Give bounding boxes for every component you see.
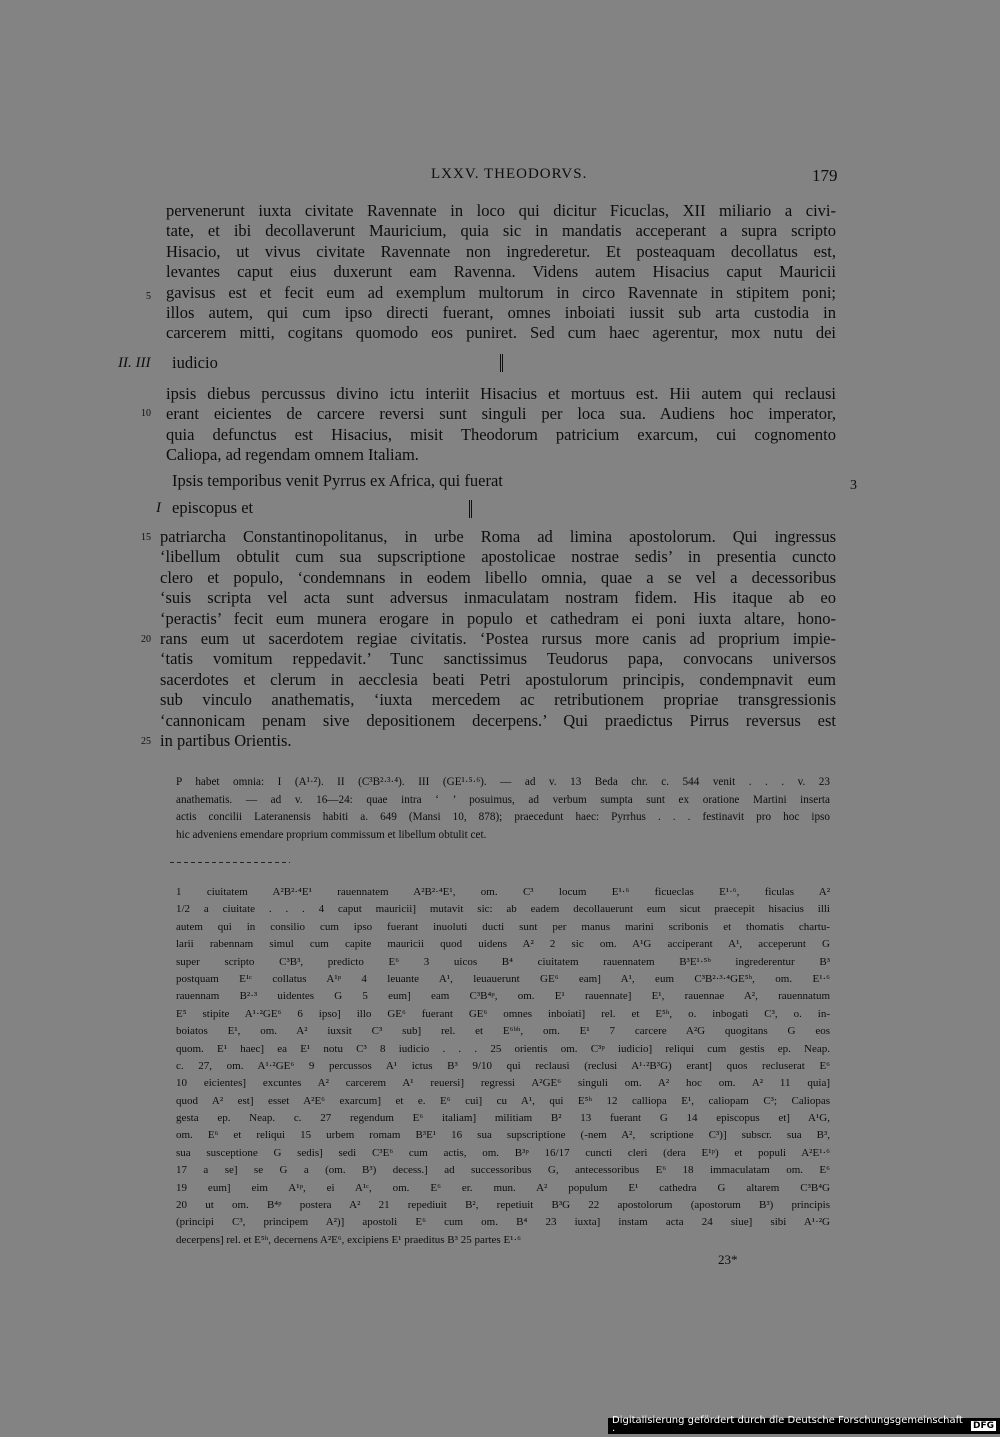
text-line: carcerem mitti, cogitans quomodo eos puniret. Sed cum haec agerentur, mox nutu dei	[166, 323, 836, 343]
manuscript-sigla: II. III	[118, 355, 151, 371]
column-divider	[500, 354, 501, 372]
main-text-block-3	[160, 527, 836, 751]
text-line: Caliopa, ad regendam omnem Italiam.	[166, 445, 419, 465]
text-line: rans eum ut sacerdotem regiae civitatis. ‘Postea rursus more canis ad proprium impie-	[160, 628, 836, 648]
signature-mark: 23*	[718, 1252, 738, 1267]
variant-text: iudicio	[172, 353, 218, 372]
margin-reference: 3	[850, 478, 857, 493]
apparatus-line: 1 ciuitatem A²B²·⁴E¹ rauennatem A²B²·⁴E¹, om. C³ locum E¹·⁶ ficueclas E¹·⁶, ficulas A²	[176, 886, 830, 898]
apparatus-line: boiatos E¹, om. A² iuxsit C³ sub] rel. et E⁶ᵇʰ, om. E¹ 7 carcere A²G quogitans G eos	[176, 1025, 830, 1038]
apparatus-line: (principi C³, principem A²)] apostoli E⁶ cum om. B⁴ 23 iuxta] instam acta 24 siue] sibi A¹·²G	[176, 1216, 830, 1229]
apparatus-line: E⁵ stipite A¹·²GE⁶ 6 ipso] illo GE⁶ fuerant GE⁶ omnes inboiati] rel. et E⁵ʰ, o. inbogati C³, o. in-	[176, 1007, 830, 1020]
editorial-note	[176, 774, 830, 844]
main-text-block-1	[166, 201, 836, 344]
note-line: hic adveniens emendare proprium commissum et libellum obtulit cet.	[176, 828, 487, 841]
variant-text: episcopus et	[172, 498, 254, 517]
line-number: 20	[141, 634, 151, 645]
text-line: patriarcha Constantinopolitanus, in urbe Roma ad limina apostolorum. Qui ingressus	[160, 527, 836, 546]
column-divider	[502, 354, 503, 372]
apparatus-line: quom. E¹ haec] ea E¹ notu C³ 8 iudicio . . . 25 orientis om. C³ᵖ iudicio] reliqui cum gestis ep. Neap.	[176, 1042, 830, 1055]
text-line: ‘libellum obtulit cum sua supscriptione apostolicae nostrae sedis’ in presentia cuncto	[160, 547, 836, 567]
text-line: in partibus Orientis.	[160, 730, 292, 750]
apparatus-line: c. 27, om. A¹·²GE⁶ 9 percussos A¹ ictus B³ 9/10 qui reclausi (reclusi A¹·²B³G) erant] quos recluserat E⁶	[176, 1059, 830, 1072]
apparatus-line: 1/2 a ciuitate . . . 4 caput mauricii] mutavit sic: ab eadem decollauerunt eum sicut praecepit hisacius illi	[176, 903, 830, 916]
apparatus-line: rauennam B²·³ uidentes G 5 eum] eam C³B⁴ᵖ, om. E¹ rauennate] E¹, rauennae A², rauennatum	[176, 990, 830, 1003]
apparatus-line: gesta ep. Neap. c. 27 regendum E⁶ italiam] militiam B² 13 fuerant G 14 episcopus et] A¹G,	[176, 1112, 830, 1125]
apparatus-line: 17 a se] se G a (om. B³) decess.] ad successoribus G, antecessoribus E⁶ 18 immaculatam om. E⁶	[176, 1164, 830, 1177]
main-text-block-2	[166, 384, 836, 466]
apparatus-line: 19 eum] eim A¹ᵖ, ei A¹ᶜ, om. E⁶ er. mun. A² populum E¹ cathedra G altarem C³B⁴G	[176, 1181, 830, 1194]
text-line: levantes caput eius duxerunt eam Ravenna. Videns autem Hisacius caput Mauricii	[166, 262, 836, 282]
line-number: 5	[146, 291, 151, 302]
text-line: Hisacio, ut vivus civitate Ravennate non ingrederetur. Et posteaquam decollatus est,	[166, 241, 836, 261]
apparatus-line: larii rabennam simul cum capite mauricii quod uidens A² 2 sic om. A¹G acciperant A¹, acceperunt G	[176, 938, 830, 951]
apparatus-line: decerpens] rel. et E⁵ʰ, decernens A²E⁶, excipiens E¹ praeditus B³ 25 partes E¹·⁶	[176, 1233, 521, 1246]
text-line: sub vinculo anathematis, ‘iuxta mercedem ac retributionem propriae transgressionis	[160, 690, 836, 710]
page-number: 179	[812, 166, 838, 185]
column-divider	[469, 500, 470, 518]
text-line: ‘suis scripta vel acta sunt adversus inmaculatam nostram fidem. His itaque ab eo	[160, 588, 836, 608]
critical-apparatus	[176, 884, 830, 1249]
apparatus-line: postquam E¹ᶜ collatus A¹ᵖ 4 leuante A¹, leuauerunt GE⁶ eam] A¹, eum C³B²·³·⁴GE⁵ʰ, om. E¹·⁶	[176, 972, 830, 985]
note-line: anathematis. — ad v. 16—24: quae intra ‘ ’ posuimus, ad verbum sumpta sunt ex oratione Martini inserta	[176, 793, 830, 806]
text-line: ‘cannonicam penam sive depositionem decerpens.’ Qui praedictus Pirrus reversus est	[160, 710, 836, 730]
text-line: tate, et ibi decollaverunt Mauricium, quia sic in mandatis acceperant a supra scripto	[166, 221, 836, 241]
text-line: pervenerunt iuxta civitate Ravennate in loco qui dicitur Ficuclas, XII miliario a civi-	[166, 201, 836, 220]
apparatus-line: autem qui in consilio cum ipso fuerant inuoluti ducti sunt per manus marini scribonis et thomatis chartu-	[176, 920, 830, 933]
text-line: ipsis diebus percussus divino ictu interiit Hisacius et mortuus est. Hii autem qui reclausi	[166, 384, 836, 403]
text-line: ‘peractis’ fecit eum munera erogare in populo et cathedram ei poni iuxta altare, hono-	[160, 608, 836, 628]
apparatus-line: super scripto C³B³, predicto E⁶ 3 uicos B⁴ ciuitatem rauennatem B³E¹·⁵ᵇ ingrederentur B³	[176, 955, 830, 968]
text-line: sacerdotes et clerum in aecclesia beati Petri apostulorum principis, condempnavit eum	[160, 669, 836, 689]
text-line: illos autem, qui cum ipso directi fuerant, omnes inboiati iussit sub arta custodia in	[166, 302, 836, 322]
line-number: 15	[141, 532, 151, 543]
apparatus-line: quod A² est] esset A²E⁶ exarcum] et e. E⁶ cui] cu A¹, qui E⁵ʰ 12 calliopa E¹, caliopam C³; Caliopas	[176, 1094, 830, 1107]
text-line: clero et populo, ‘condemnans in eodem libello omnia, quae a se vel a decessoribus	[160, 567, 836, 587]
line-number: 25	[141, 736, 151, 747]
footer-text: Digitalisierung gefördert durch die Deutsche Forschungsgemeinschaft ·	[612, 1415, 963, 1437]
apparatus-line: 10 eicientes] excuntes A² carcerem A¹ reuersi] regressi A²GE⁶ singuli om. A² hoc om. A² 11 quia]	[176, 1077, 830, 1090]
note-line: actis concilii Lateranensis habiti a. 649 (Mansi 10, 878); praecedunt haec: Pyrrhus . . . festinavit pro hoc ipso	[176, 811, 830, 824]
digitization-footer	[608, 1415, 1000, 1437]
manuscript-sigla: I	[156, 500, 161, 516]
text-line: Ipsis temporibus venit Pyrrus ex Africa, qui fuerat	[172, 471, 503, 490]
text-line: quia defunctus est Hisacius, misit Theodorum patricium exarcum, cui cognomento	[166, 424, 836, 444]
text-line: erant eicientes de carcere reversi sunt singuli per loca sua. Audiens hoc imperator,	[166, 404, 836, 424]
separator-rule	[170, 862, 290, 863]
apparatus-line: 20 ut om. B⁴ᵖ postera A² 21 repediuit B², repetiuit B³G 22 apostolorum (apostorum B³) principis	[176, 1199, 830, 1212]
note-line: P habet omnia: I (A¹·²). II (C³B²·³·⁴). III (GE¹·⁵·⁶). — ad v. 13 Beda chr. c. 544 venit . . . v. 23	[176, 776, 830, 788]
dfg-logo: DFG	[972, 1421, 994, 1431]
running-head: LXXV. THEODORVS.	[431, 166, 588, 182]
text-line: gavisus est et fecit eum ad exemplum multorum in circo Ravennate in stipitem poni;	[166, 282, 836, 302]
apparatus-line: sua susceptione G sedis] sedi C³E⁶ cum actis, om. B³ᵖ 16/17 cuncti cleri (dera E¹ᵖ) et populi A²E¹·⁶	[176, 1146, 830, 1159]
text-line: ‘tatis vomitum reppedavit.’ Tunc sanctissimus Teudorus papa, convocans universos	[160, 649, 836, 669]
line-number: 10	[141, 408, 151, 419]
column-divider	[471, 500, 472, 518]
apparatus-line: om. E⁶ et reliqui 15 urbem romam B³E¹ 16 sua supscriptione (-nem A², scriptione C³)] subscr. sua B³,	[176, 1129, 830, 1142]
